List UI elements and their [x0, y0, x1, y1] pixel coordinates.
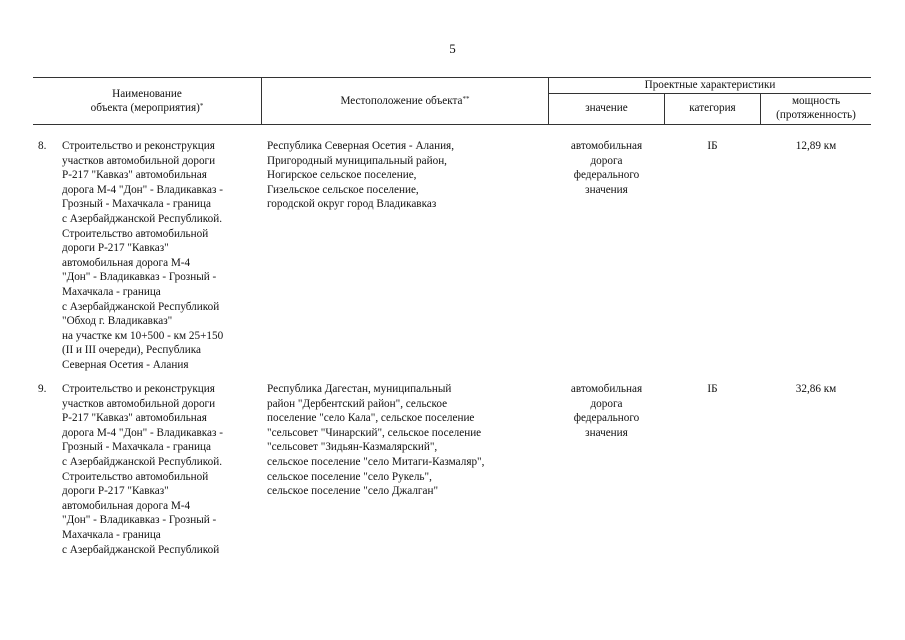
row-value: автомобильная дорога федерального значения [570, 140, 643, 196]
row-object-name: Строительство и реконструкция участков автомобильной дороги Р-217 "Кавказ" автомобильная дорога М-4 "Дон" - Владикавказ - Грозный - Махачкала - граница с Азербайджанской Республикой. Строительство автомобильной дороги Р-217 "Кавказ" автомобильная дорога М-4 "Дон" - Владикавказ - Грозный - Махачкала - граница с Азербайджанской Республикой "Обход г. Владикавказ" на участке км 10+500 - км 25+150 (II и III очереди), Республика Северная Осетия - Алания [62, 140, 224, 371]
table-top-rule [33, 77, 871, 78]
header-capacity: мощность (протяженность) [776, 95, 856, 121]
row-number: 9. [38, 383, 47, 395]
footnote-mark: ** [462, 95, 470, 103]
header-location: Местоположение объекта** [340, 95, 470, 107]
row-category: IБ [707, 140, 718, 152]
group-header-rule [548, 93, 871, 94]
row-capacity: 12,89 км [795, 140, 837, 152]
row-location: Республика Дагестан, муниципальный район "Дербентский район", сельское поселение "село Кала", сельское поселение "сельсовет "Чинарский", сельское поселение "сельсовет "Зидьян-Казмалярский", сельское поселение "село Митаги-Казмаляр", сельское поселение "село Рукель", сельское поселение "село Джалган" [267, 383, 485, 498]
row-value: автомобильная дорога федерального значения [570, 383, 643, 439]
row-object-name: Строительство и реконструкция участков автомобильной дороги Р-217 "Кавказ" автомобильная дорога М-4 "Дон" - Владикавказ - Грозный - Махачкала - граница с Азербайджанской Республикой. Строительство автомобильной дороги Р-217 "Кавказ" автомобильная дорога М-4 "Дон" - Владикавказ - Грозный - Махачкала - граница с Азербайджанской Республикой [62, 383, 223, 556]
row-capacity: 32,86 км [795, 383, 837, 395]
header-bottom-rule [33, 124, 871, 125]
row-number: 8. [38, 140, 47, 152]
header-category: категория [689, 102, 736, 114]
page-number: 5 [449, 41, 456, 56]
header-value: значение [585, 102, 628, 114]
header-name-line: объекта (мероприятия)* [90, 101, 204, 114]
header-name [33, 88, 261, 115]
row-category: IБ [707, 383, 718, 395]
footnote-mark: * [199, 101, 204, 110]
header-design-characteristics: Проектные характеристики [644, 79, 776, 91]
row-location: Республика Северная Осетия - Алания, Пригородный муниципальный район, Ногирское сельское поселение, Гизельское сельское поселение, городской округ город Владикавказ [267, 140, 454, 211]
header-name-line: Наименование [112, 88, 182, 100]
